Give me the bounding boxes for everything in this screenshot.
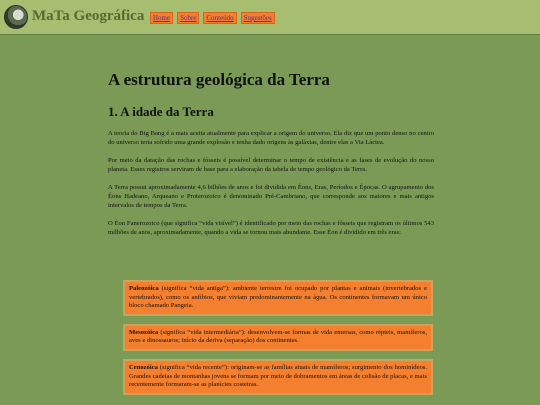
era-name: Cenozóica: [129, 363, 158, 371]
era-description: (significa “vida antiga”): ambiente terrestre foi ocupado por plantas e animais (invertebrados e vertebrados), como os anfíbios, que viviam predominantemente na água. Os continentes formavam um único bloco chamado Pangeia.: [129, 285, 427, 310]
site-title[interactable]: MaTa Geográfica: [32, 8, 145, 24]
paragraph-big-bang: A teoria do Big Bang é a mais aceita atualmente para explicar a origem do universo. Ela diz que um ponto denso no centro do universo teria sofrido uma grande explosão e tenha dado origens às galáxias, dentre elas a Via Láctea.: [108, 130, 434, 146]
paragraph-age: A Terra possui aproximadamente 4,6 bilhões de anos e foi dividida em Éons, Eras, Períodos e Épocas. O agrupamento dos Éons Hadeano, Arqueano e Proterozoico é denominado Pré-Cambriano, que corresponde aos maiores e mais antigos intervalos de tempos da Terra.: [108, 184, 434, 209]
era-description: (significa “vida recente”): originam-se as famílias atuais de mamíferos; surgimento dos hominídeos. Grandes cadeias de montanhas jovens se formam por meio de dobramentos em áreas de colisão de placas, e mais recentemente formaram-se as planícies costeiras.: [129, 363, 427, 389]
nav-conteudo-link[interactable]: Conteúdo: [203, 12, 236, 24]
section-heading: 1. A idade da Terra: [108, 104, 214, 119]
nav-sugestoes-link[interactable]: Sugestões: [241, 12, 275, 24]
paragraph-dating: Por meio da datação das rochas e fósseis é possível determinar o tempo de existência e as fases de evolução do nosso planeta. Esses registros serviram de base para a elaboração da tabela de tempo geológico da Terra.: [108, 157, 434, 173]
nav-sobre-link[interactable]: Sobre: [177, 12, 199, 24]
top-header: [0, 0, 540, 35]
eras-list: [123, 280, 433, 403]
era-box-paleozoica: [123, 280, 433, 316]
era-box-cenozoica: [123, 359, 433, 395]
page-title: A estrutura geológica da Terra: [108, 70, 330, 89]
era-name: Paleozóica: [129, 285, 159, 292]
paragraph-fanerozoico: O Éon Fanerozoico (que significa “vida visível”) é identificado por meio das rochas e fósseis que registram os últimos 543 milhões de anos, aproximadamente, quando a vida se tornou mais abundante. Esse Éon é dividido em três eras:: [108, 220, 434, 236]
era-name: Mesozóica: [129, 328, 159, 336]
article: [108, 70, 434, 237]
nav-home-link[interactable]: Home: [150, 12, 173, 24]
main-nav: [150, 12, 275, 24]
era-box-mesozoica: [123, 324, 433, 351]
globe-logo-icon: [4, 5, 28, 29]
era-description: (significa “vida intermediária”): desenvolvem-se formas de vida emersas, como répteis, mamíferos, aves e dinossauros; início da deriva (separação) dos continentes.: [129, 328, 427, 345]
